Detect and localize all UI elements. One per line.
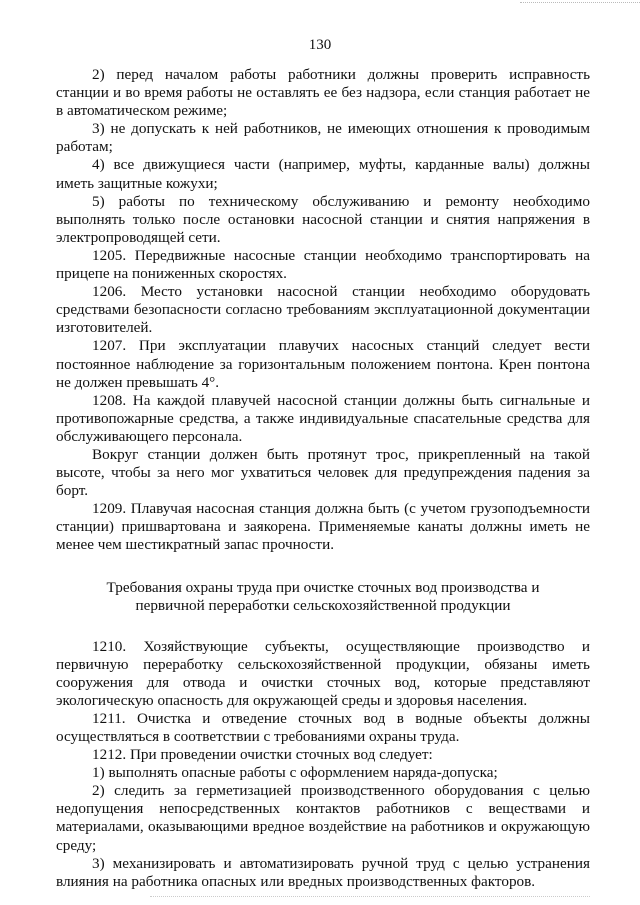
section-heading-line-1: Требования охраны труда при очистке сточных вод производства и [106, 578, 540, 596]
clause-1206: 1206. Место установки насосной станции необходимо оборудовать средствами безопасности согласно требованиям эксплуатационной документации изготовителей. [56, 283, 590, 337]
clause-1207: 1207. При эксплуатации плавучих насосных станций следует вести постоянное наблюдение за горизонтальным положением понтона. Крен понтона не должен превышать 4°. [56, 337, 590, 391]
page-number: 130 [308, 37, 332, 53]
clause-1208-continuation: Вокруг станции должен быть протянут трос, прикрепленный на такой высоте, чтобы за него мог ухватиться человек для предупреждения падения за борт. [56, 445, 590, 500]
list-item-4: 4) все движущиеся части (например, муфты, карданные валы) должны иметь защитные кожухи; [56, 156, 590, 192]
section-heading [56, 579, 590, 616]
list-item-5: 5) работы по техническому обслуживанию и ремонту необходимо выполнять только после остановки насосной станции и снятия напряжения в электропроводящей сети. [56, 192, 590, 246]
document-body [56, 66, 590, 891]
clause-1208: 1208. На каждой плавучей насосной станции должны быть сигнальные и противопожарные средства, а также индивидуальные спасательные средства для обслуживающего персонала. [56, 391, 590, 445]
scan-edge-bottom [150, 896, 590, 899]
clause-1211: 1211. Очистка и отведение сточных вод в водные объекты должны осуществляться в соответствии с требованиями охраны труда. [56, 709, 590, 745]
clause-1212: 1212. При проведении очистки сточных вод следует: [92, 746, 433, 764]
list-item-3: 3) не допускать к ней работников, не имеющих отношения к проводимым работам; [56, 120, 590, 156]
list-item-2: 2) перед началом работы работники должны проверить исправность станции и во время работы не оставлять ее без надзора, если станция работает не в автоматическом режиме; [56, 66, 590, 120]
clause-1205: 1205. Передвижные насосные станции необходимо транспортировать на прицепе на пониженных скоростях. [56, 246, 590, 283]
section-heading-line-2: первичной переработки сельскохозяйственной продукции [135, 597, 511, 615]
list-item-1212-3: 3) механизировать и автоматизировать ручной труд с целью устранения влияния на работника опасных или вредных производственных факторов. [56, 854, 590, 890]
scan-edge-top [520, 2, 640, 5]
list-item-1212-2: 2) следить за герметизацией производственного оборудования с целью недопущения непосредственных контактов работников с веществами и материалами, оказывающими вредное воздействие на работников и окружающую среду; [56, 782, 590, 854]
list-item-1212-1: 1) выполнять опасные работы с оформлением наряда-допуска; [92, 764, 498, 782]
clause-1210: 1210. Хозяйствующие субъекты, осуществляющие производство и первичную переработку сельскохозяйственной продукции, обязаны иметь сооружения для отвода и очистки сточных вод, которые представляют экологическую опасность для окружающей среды и здоровья населения. [56, 637, 590, 709]
clause-1209: 1209. Плавучая насосная станция должна быть (с учетом грузоподъемности станции) пришвартована и заякорена. Применяемые канаты должны иметь не менее чем шестикратный запас прочности. [56, 500, 590, 554]
